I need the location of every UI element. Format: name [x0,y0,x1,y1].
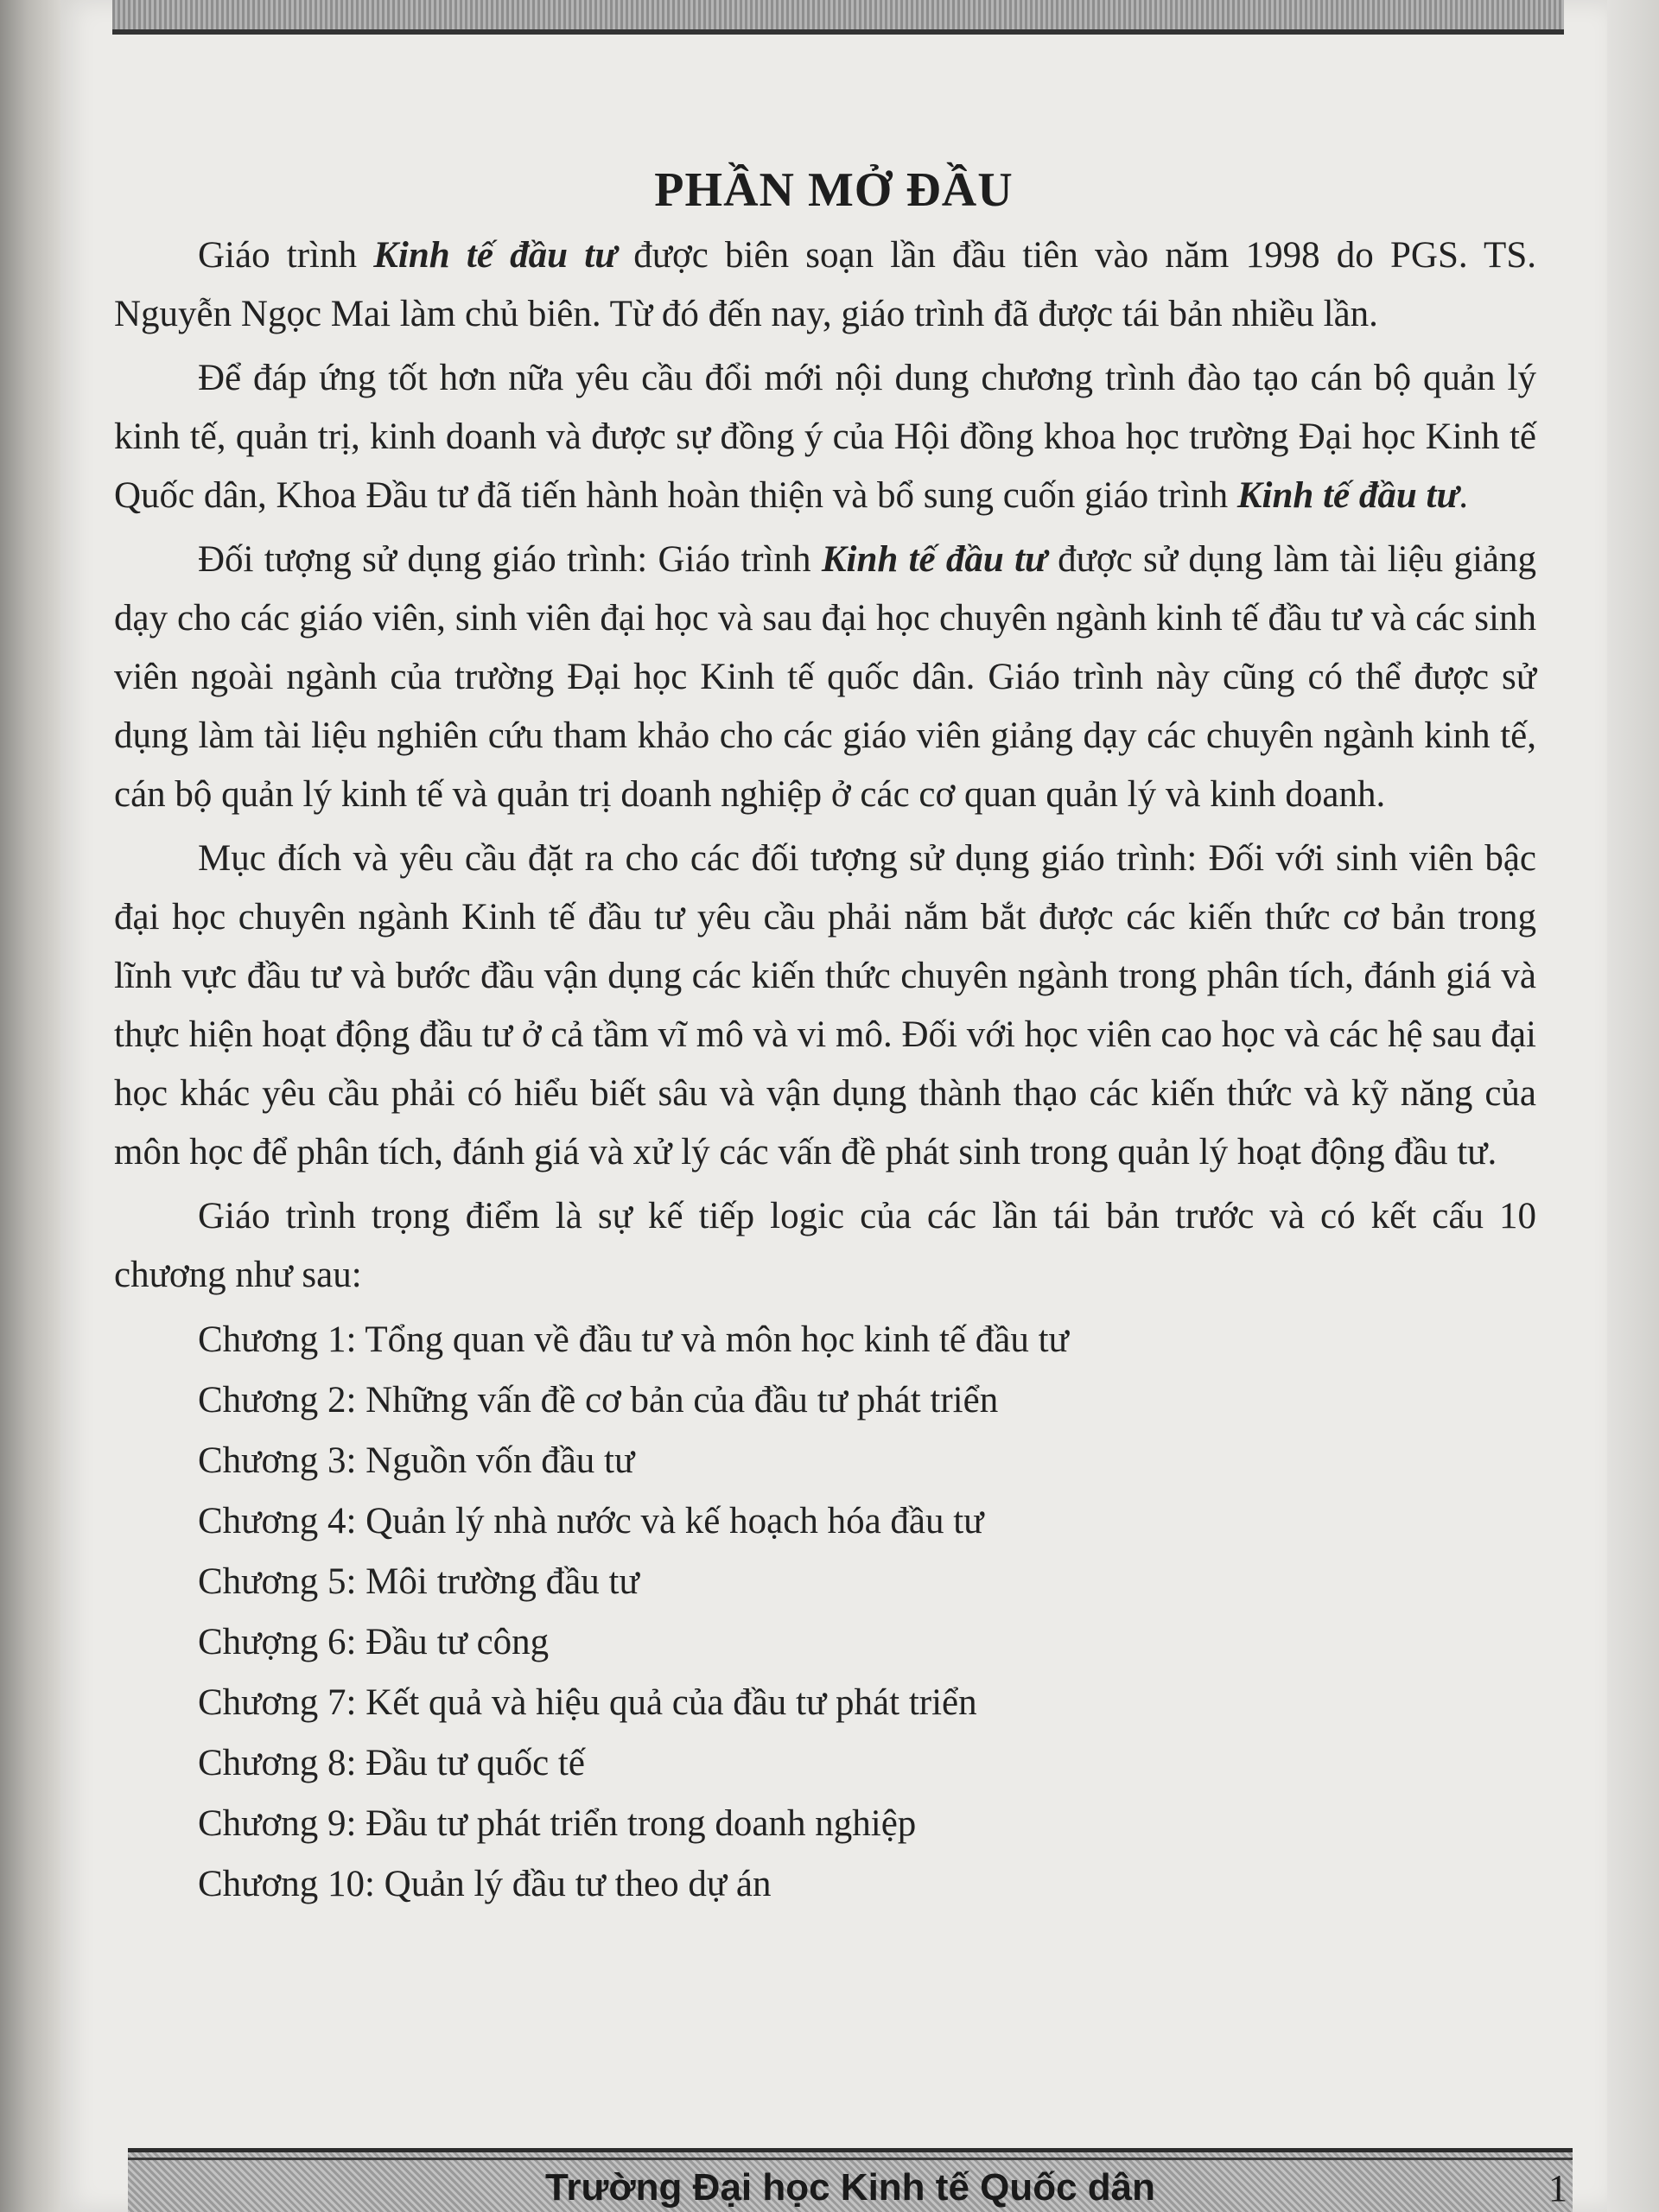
page-title: PHẦN MỞ ĐẦU [654,162,1014,217]
chapter-item: Chương 10: Quản lý đầu tư theo dự án [198,1864,772,1904]
body-text [114,226,1536,1915]
chapter-item: Chương 9: Đầu tư phát triển trong doanh nghiệp [198,1803,917,1844]
chapter-item: Chương 8: Đầu tư quốc tế [198,1743,585,1783]
paragraph-4 [114,830,1536,1182]
footer-rule [128,2158,1573,2160]
footer-university-name: Trường Đại học Kinh tế Quốc dân [544,2166,1156,2209]
paragraph-3 [114,531,1536,824]
paragraph-3-text-after: được sử dụng làm tài liệu giảng dạy cho các giáo viên, sinh viên đại học và sau đại học chuyên ngành kinh tế đầu tư và các sinh viên ngoài ngành của trường Đại học Kinh tế quốc dân. Giáo trình này cũng có thể được sử dụng làm tài liệu nghiên cứu tham khảo cho các giáo viên giảng dạy các chuyên ngành kinh tế, cán bộ quản lý kinh tế và quản trị doanh nghiệp ở các cơ quan quản lý và kinh doanh. [114,539,1536,815]
paragraph-4-text: Mục đích và yêu cầu đặt ra cho các đối tượng sử dụng giáo trình: Đối với sinh viên bậc đại học chuyên ngành Kinh tế đầu tư yêu cầu phải nắm bắt được các kiến thức cơ bản trong lĩnh vực đầu tư và bước đầu vận dụng các kiến thức chuyên ngành trong phân tích, đánh giá và thực hiện hoạt động đầu tư ở cả tầm vĩ mô và vi mô. Đối với học viên cao học và các hệ sau đại học khác yêu cầu phải có hiểu biết sâu và vận dụng thành thạo các kiến thức và kỹ năng của môn học để phân tích, đánh giá và xử lý các vấn đề phát sinh trong quản lý hoạt động đầu tư. [114,838,1536,1173]
chapter-item: Chương 2: Những vấn đề cơ bản của đầu tư phát triển [198,1380,999,1421]
paragraph-2-text-before: Để đáp ứng tốt hơn nữa yêu cầu đổi mới nội dung chương trình đào tạo cán bộ quản lý kinh tế, quản trị, kinh doanh và được sự đồng ý của Hội đồng khoa học trường Đại học Kinh tế Quốc dân, Khoa Đầu tư đã tiến hành hoàn thiện và bổ sung cuốn giáo trình [114,358,1536,516]
chapter-item: Chượng 6: Đầu tư công [198,1622,550,1662]
paragraph-5-text: Giáo trình trọng điểm là sự kế tiếp logic của các lần tái bản trước và có kết cấu 10 chương như sau: [114,1196,1536,1295]
page-number: 1 [1548,2167,1567,2209]
facing-page-edge [0,0,60,2212]
paragraph-3-text-before: Đối tượng sử dụng giáo trình: Giáo trình [198,539,822,580]
book-page [60,0,1607,2212]
next-page-edge [1607,0,1659,2212]
paragraph-1-book-title: Kinh tế đầu tư [373,235,617,276]
page-footer [128,2148,1573,2212]
chapter-list [114,1310,1536,1915]
paragraph-2-book-title: Kinh tế đầu tư [1236,475,1459,516]
paragraph-3-book-title: Kinh tế đầu tư [821,539,1047,580]
chapter-item: Chương 1: Tổng quan về đầu tư và môn học kinh tế đầu tư [198,1319,1069,1360]
chapter-item: Chương 4: Quản lý nhà nước và kế hoạch hóa đầu tư [198,1501,984,1541]
chapter-item: Chương 7: Kết quả và hiệu quả của đầu tư phát triển [198,1682,977,1723]
header-rule [112,0,1564,35]
paragraph-1 [114,226,1536,344]
paragraph-2-text-after: . [1459,475,1468,516]
chapter-item: Chương 5: Môi trường đầu tư [198,1561,639,1602]
chapter-item: Chương 3: Nguồn vốn đầu tư [198,1440,635,1481]
paragraph-1-text-before: Giáo trình [198,235,374,276]
paragraph-2 [114,349,1536,525]
paragraph-5 [114,1187,1536,1305]
paragraph-1-text-after: được biên soạn lần đầu tiên vào năm 1998 do PGS. TS. Nguyễn Ngọc Mai làm chủ biên. Từ đó đến nay, giáo trình đã được tái bản nhiều lần. [114,235,1536,334]
